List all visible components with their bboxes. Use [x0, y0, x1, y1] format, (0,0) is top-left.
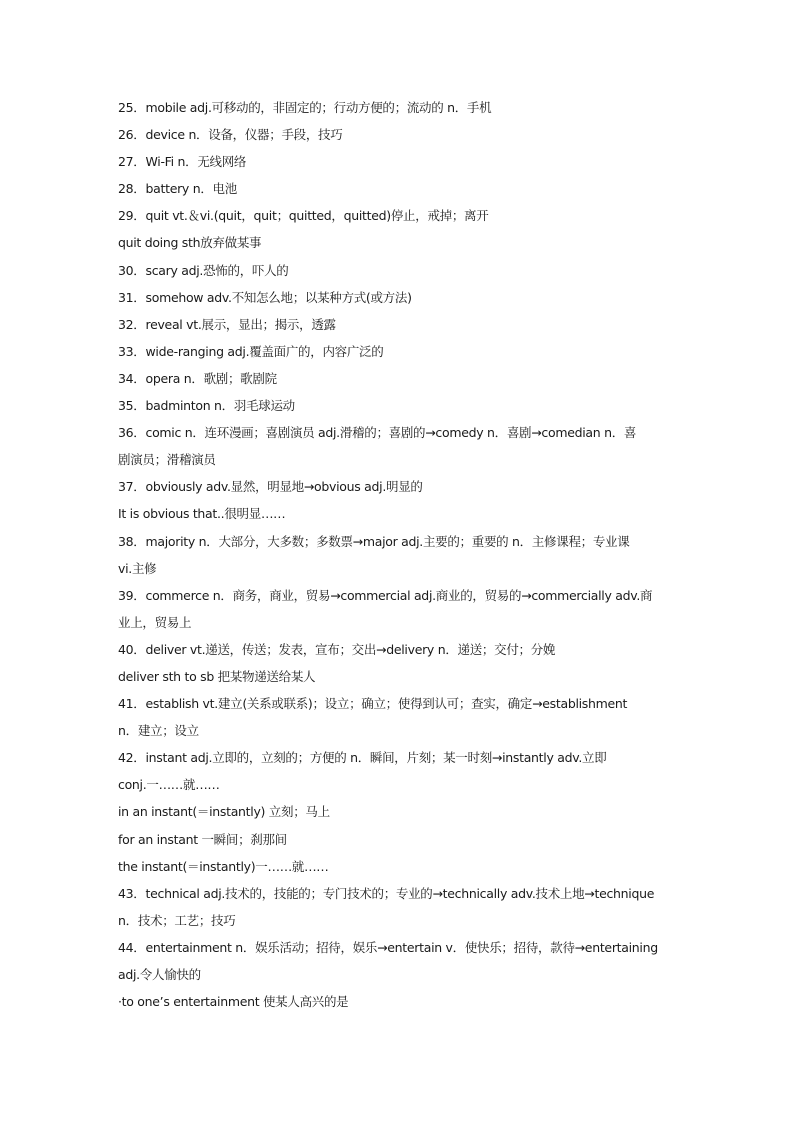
vocab-line: in an instant(＝instantly) 立刻；马上 — [118, 804, 330, 820]
vocab-line: 32．reveal vt.展示，显出；揭示，透露 — [118, 316, 336, 332]
vocab-line: 38．majority n．大部分，大多数；多数票→major adj.主要的；重要的 n．主修课程；专业课 — [118, 533, 630, 549]
vocab-line: for an instant 一瞬间；刹那间 — [118, 831, 287, 847]
vocab-line: 30．scary adj.恐怖的，吓人的 — [118, 262, 289, 278]
vocab-line: 27．Wi-Fi n．无线网络 — [118, 154, 247, 170]
vocab-line: conj.一……就…… — [118, 777, 220, 793]
vocab-line: n．技术；工艺；技巧 — [118, 912, 236, 928]
vocab-line: 25．mobile adj.可移动的，非固定的；行动方便的；流动的 n．手机 — [118, 100, 492, 115]
vocab-line: 40．deliver vt.递送，传送；发表，宣布；交出→delivery n．递送；交付；分娩 — [118, 641, 556, 657]
vocab-line: 41．establish vt.建立(关系或联系)；设立；确立；使得到认可；查实，确定→establishment — [118, 696, 628, 712]
vocab-line: 29．quit vt.＆vi.(quit，quit；quitted，quitted)停止，戒掉；离开 — [118, 208, 489, 224]
vocab-line: 34．opera n．歌剧；歌剧院 — [118, 370, 277, 386]
vocab-line: 35．badminton n．羽毛球运动 — [118, 398, 295, 414]
vocab-line: 39．commerce n．商务，商业，贸易→commercial adj.商业的，贸易的→commercially adv.商 — [118, 587, 653, 603]
vocab-line: 43．technical adj.技术的，技能的；专门技术的；专业的→technically adv.技术上地→technique — [118, 885, 655, 901]
vocab-line: 31．somehow adv.不知怎么地；以某种方式(或方法) — [118, 289, 412, 305]
vocab-line: It is obvious that..很明显…… — [118, 506, 286, 522]
vocab-line: 42．instant adj.立即的，立刻的；方便的 n．瞬间，片刻；某一时刻→instantly adv.立即 — [118, 750, 607, 766]
vocab-line: 44．entertainment n．娱乐活动；招待，娱乐→entertain v．使快乐；招待，款待→entertaining — [118, 939, 658, 955]
vocab-line: n．建立；设立 — [118, 723, 199, 739]
vocab-line: 剧演员；滑稽演员 — [118, 452, 216, 468]
vocabulary-list — [118, 94, 678, 1015]
vocab-line: 28．battery n．电池 — [118, 181, 237, 197]
vocab-line: the instant(＝instantly)一……就…… — [118, 858, 329, 874]
vocab-line: adj.令人愉快的 — [118, 967, 201, 982]
vocab-line: deliver sth to sb 把某物递送给某人 — [118, 668, 316, 684]
vocab-line: 26．device n．设备，仪器；手段，技巧 — [118, 127, 343, 143]
vocab-line: ·to one’s entertainment 使某人高兴的是 — [118, 994, 349, 1010]
vocab-line: vi.主修 — [118, 560, 157, 576]
vocab-line: 33．wide-ranging adj.覆盖面广的，内容广泛的 — [118, 343, 384, 359]
vocab-line: 36．comic n．连环漫画；喜剧演员 adj.滑稽的；喜剧的→comedy n．喜剧→comedian n．喜 — [118, 425, 637, 441]
vocab-line: 37．obviously adv.显然，明显地→obvious adj.明显的 — [118, 479, 423, 495]
vocab-line: quit doing sth放弃做某事 — [118, 235, 262, 251]
vocab-line: 业上，贸易上 — [118, 614, 192, 630]
